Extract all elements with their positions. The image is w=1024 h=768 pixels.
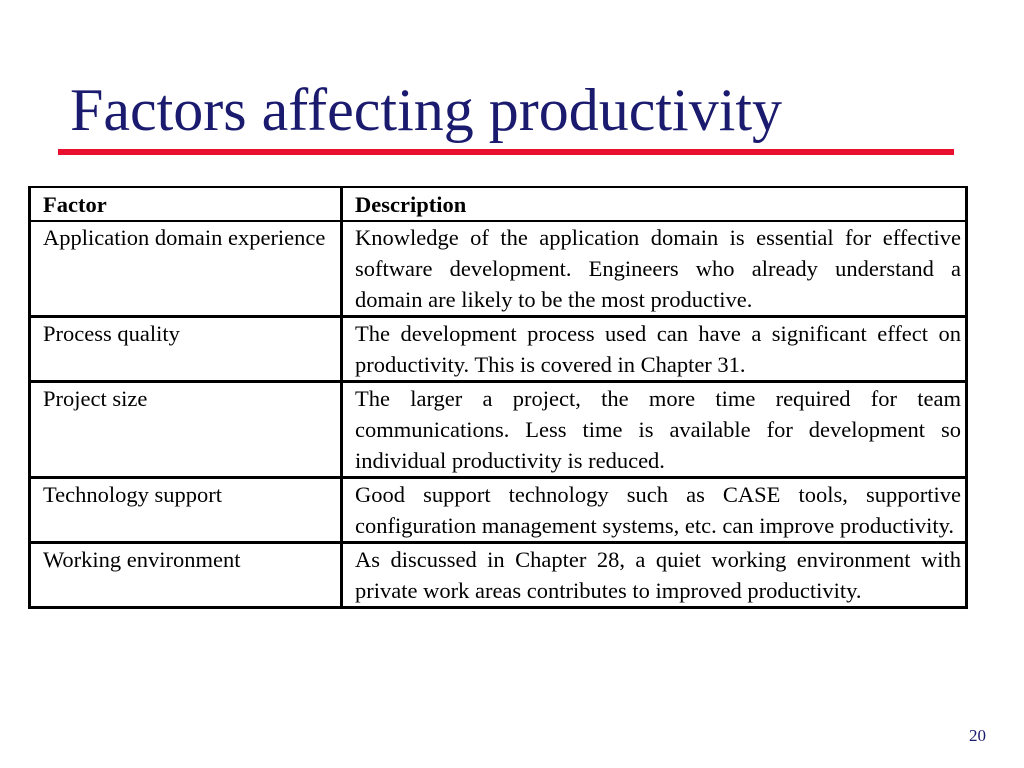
header-description: Description bbox=[342, 187, 967, 221]
factor-cell: Process quality bbox=[30, 317, 342, 382]
factor-cell: Technology support bbox=[30, 478, 342, 543]
factor-cell: Working environment bbox=[30, 543, 342, 608]
productivity-factors-table bbox=[28, 186, 968, 609]
table-row bbox=[30, 543, 967, 608]
description-cell: As discussed in Chapter 28, a quiet working environment with private work areas contributes to improved productivity. bbox=[342, 543, 967, 608]
table-row bbox=[30, 317, 967, 382]
table-header-row bbox=[30, 187, 967, 221]
slide-title: Factors affecting productivity bbox=[70, 77, 783, 143]
table-row bbox=[30, 221, 967, 317]
description-cell: The larger a project, the more time required for team communications. Less time is available for development so individual productivity is reduced. bbox=[342, 382, 967, 478]
table-row bbox=[30, 382, 967, 478]
header-factor: Factor bbox=[30, 187, 342, 221]
page-number: 20 bbox=[969, 726, 986, 745]
description-cell: Good support technology such as CASE tools, supportive configuration management systems, etc. can improve productivity. bbox=[342, 478, 967, 543]
factor-cell: Application domain experience bbox=[30, 221, 342, 317]
description-cell: The development process used can have a significant effect on productivity. This is covered in Chapter 31. bbox=[342, 317, 967, 382]
table-row bbox=[30, 478, 967, 543]
factor-cell: Project size bbox=[30, 382, 342, 478]
description-cell: Knowledge of the application domain is essential for effective software development. Engineers who already understand a domain are likely to be the most productive. bbox=[342, 221, 967, 317]
title-underline bbox=[58, 149, 954, 155]
